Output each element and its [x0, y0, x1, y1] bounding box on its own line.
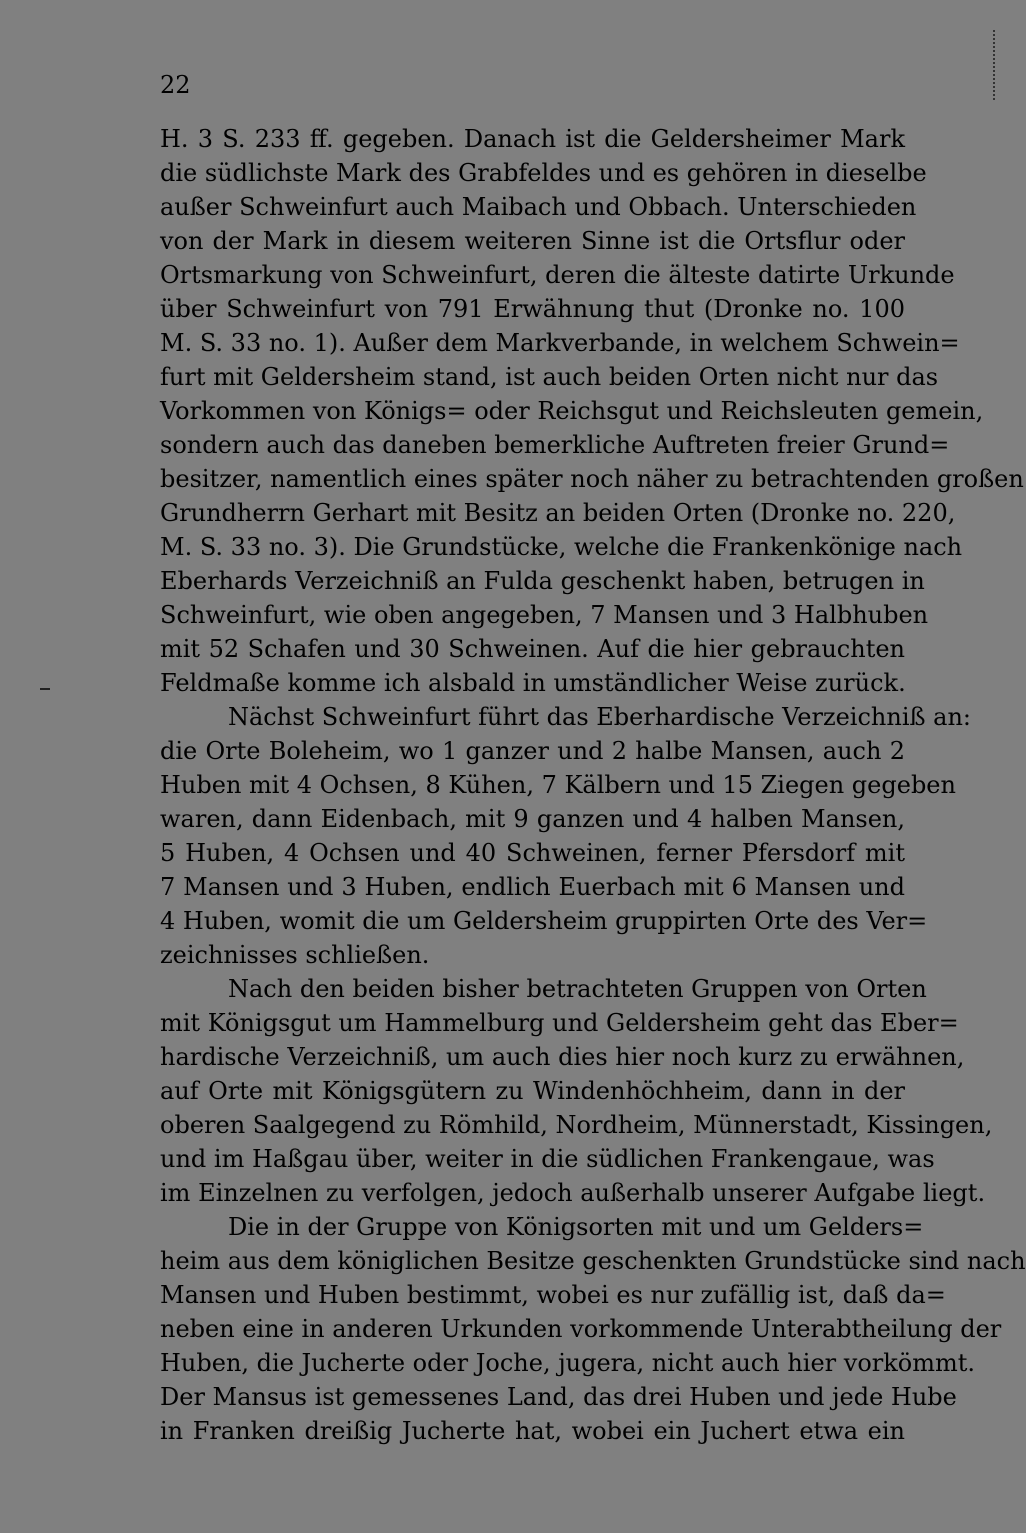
text-line: Vorkommen von Königs= oder Reichsgut und Reichsleuten gemein,	[160, 397, 984, 425]
text-line: Die in der Gruppe von Königsorten mit und um Gelders=	[228, 1213, 924, 1241]
text-line: im Einzelnen zu verfolgen, jedoch außerhalb unserer Aufgabe liegt.	[160, 1179, 986, 1207]
margin-mark	[40, 688, 50, 690]
text-line: M. S. 33 no. 3). Die Grundstücke, welche die Frankenkönige nach	[160, 533, 963, 561]
text-line: die südlichste Mark des Grabfeldes und es gehören in dieselbe	[160, 159, 927, 187]
text-line: Schweinfurt, wie oben angegeben, 7 Mansen und 3 Halbhuben	[160, 601, 929, 629]
text-line: 7 Mansen und 3 Huben, endlich Euerbach mit 6 Mansen und	[160, 873, 905, 901]
text-line: Der Mansus ist gemessenes Land, das drei Huben und jede Hube	[160, 1383, 957, 1411]
text-line: und im Haßgau über, weiter in die südlichen Frankengaue, was	[160, 1145, 935, 1173]
text-line: auf Orte mit Königsgütern zu Windenhöchheim, dann in der	[160, 1077, 905, 1105]
text-line: M. S. 33 no. 1). Außer dem Markverbande, in welchem Schwein=	[160, 329, 960, 357]
text-line: sondern auch das daneben bemerkliche Auftreten freier Grund=	[160, 431, 950, 459]
text-line: Huben mit 4 Ochsen, 8 Kühen, 7 Kälbern und 15 Ziegen gegeben	[160, 771, 956, 799]
text-line: oberen Saalgegend zu Römhild, Nordheim, Münnerstadt, Kissingen,	[160, 1111, 993, 1139]
body-text	[160, 122, 1026, 1448]
text-line: waren, dann Eidenbach, mit 9 ganzen und 4 halben Mansen,	[160, 805, 905, 833]
text-line: Feldmaße komme ich alsbald in umständlicher Weise zurück.	[160, 669, 906, 697]
text-line: besitzer, namentlich eines später noch näher zu betrachtenden großen	[160, 465, 1024, 493]
text-line: heim aus dem königlichen Besitze geschenkten Grundstücke sind nach	[160, 1247, 1026, 1275]
text-line: H. 3 S. 233 ff. gegeben. Danach ist die Geldersheimer Mark	[160, 125, 905, 153]
text-line: 5 Huben, 4 Ochsen und 40 Schweinen, ferner Pfersdorf mit	[160, 839, 905, 867]
text-line: Huben, die Jucherte oder Joche, jugera, nicht auch hier vorkömmt.	[160, 1349, 976, 1377]
text-line: zeichnisses schließen.	[160, 941, 430, 969]
text-line: Nächst Schweinfurt führt das Eberhardische Verzeichniß an:	[228, 703, 972, 731]
text-line: mit Königsgut um Hammelburg und Geldersheim geht das Eber=	[160, 1009, 959, 1037]
text-line: die Orte Boleheim, wo 1 ganzer und 2 halbe Mansen, auch 2	[160, 737, 905, 765]
text-line: Eberhards Verzeichniß an Fulda geschenkt haben, betrugen in	[160, 567, 925, 595]
text-line: furt mit Geldersheim stand, ist auch beiden Orten nicht nur das	[160, 363, 939, 391]
text-line: Ortsmarkung von Schweinfurt, deren die älteste datirte Urkunde	[160, 261, 955, 289]
text-line: außer Schweinfurt auch Maibach und Obbach. Unterschieden	[160, 193, 917, 221]
text-line: mit 52 Schafen und 30 Schweinen. Auf die hier gebrauchten	[160, 635, 905, 663]
text-line: über Schweinfurt von 791 Erwähnung thut (Dronke no. 100	[160, 295, 905, 323]
page-number: 22	[160, 71, 191, 99]
text-line: in Franken dreißig Jucherte hat, wobei ein Juchert etwa ein	[160, 1417, 905, 1445]
text-line: Mansen und Huben bestimmt, wobei es nur zufällig ist, daß da=	[160, 1281, 946, 1309]
text-line: Grundherrn Gerhart mit Besitz an beiden Orten (Dronke no. 220,	[160, 499, 956, 527]
text-line: neben eine in anderen Urkunden vorkommende Unterabtheilung der	[160, 1315, 1002, 1343]
text-line: von der Mark in diesem weiteren Sinne ist die Ortsflur oder	[160, 227, 905, 255]
text-line: hardische Verzeichniß, um auch dies hier noch kurz zu erwähnen,	[160, 1043, 965, 1071]
text-line: 4 Huben, womit die um Geldersheim gruppirten Orte des Ver=	[160, 907, 928, 935]
text-line: Nach den beiden bisher betrachteten Gruppen von Orten	[228, 975, 927, 1003]
page-edge-marks	[993, 30, 999, 100]
